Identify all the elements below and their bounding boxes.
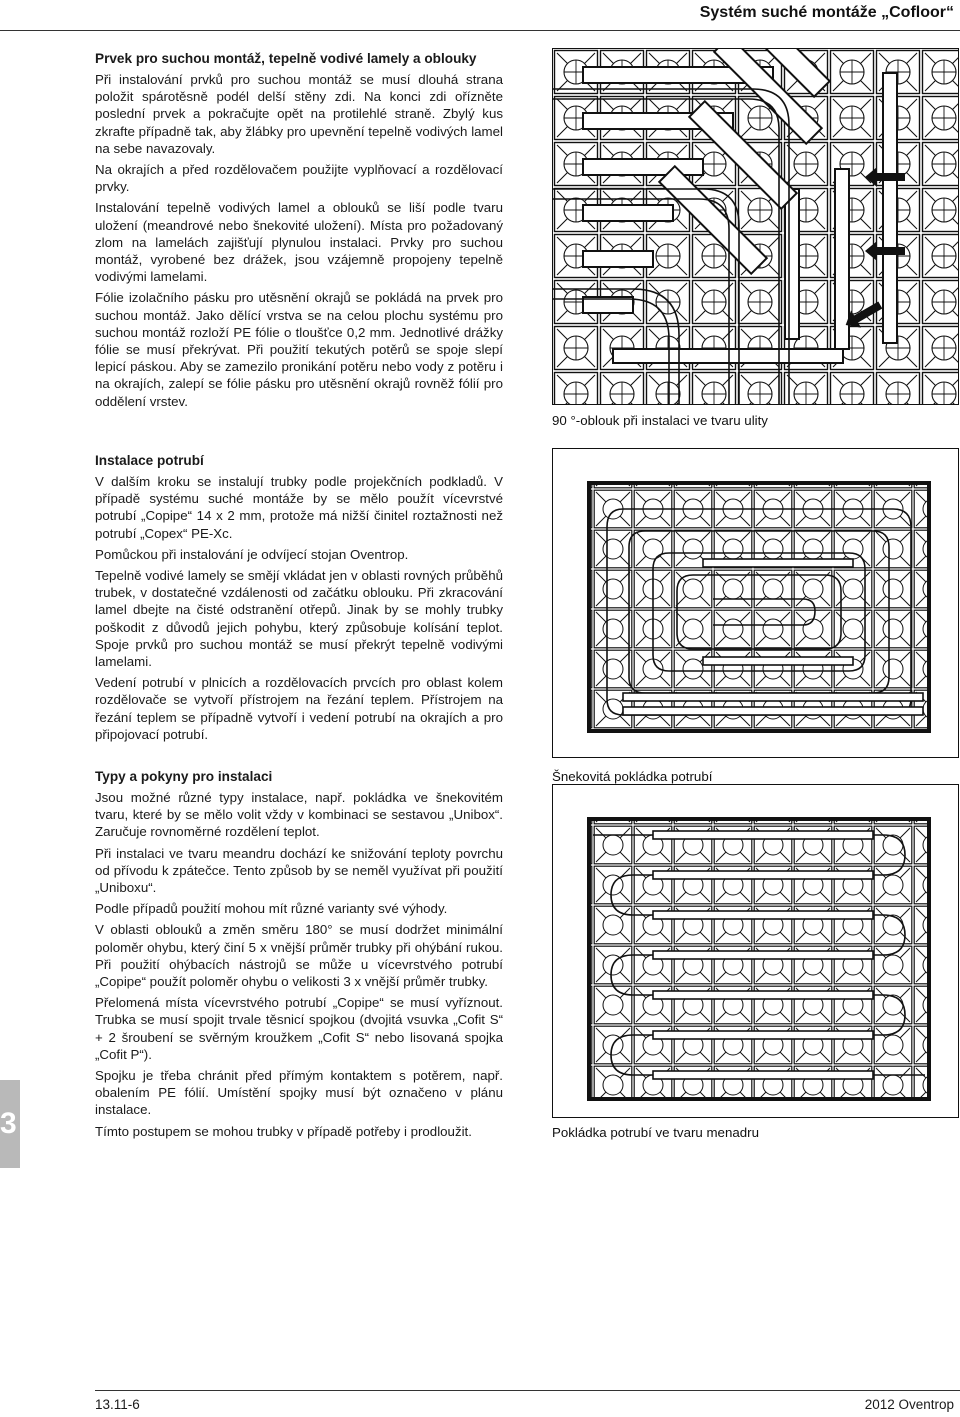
paragraph: Pomůckou při instalování je odvíjecí stojan Oventrop. (95, 546, 409, 562)
paragraph: Vedení potrubí v plnicích a rozdělovacích prvcích pro oblast kolem rozdělovače se vytvoří přístrojem na řezání teplem. Přístrojem na řezání teplem se případně vytvoří i vedení potrubí na okrajích a pro připojovací potrubí. (95, 675, 503, 742)
footer-divider (95, 1390, 960, 1391)
paragraph: Jsou možné různé typy instalace, např. pokládka ve šnekovitém tvaru, které by se mělo volit vždy v kombinaci se sestavou „Unibox“. Zaručuje rovnoměrné rozdělení teplot. (95, 790, 503, 840)
header-divider (0, 30, 960, 31)
figure-caption: Pokládka potrubí ve tvaru menadru (552, 1125, 759, 1140)
chapter-tab: 3 (0, 1080, 20, 1168)
paragraph: Fólie izolačního pásku pro utěsnění okrajů se pokládá na prvek pro suchou montáž. Jako dělící vrstva se na celou plochu systému pro suchou montáž rozloží PE fólie o tloušťce 0,2 mm. Jednotlivé drážky fólie se musí překrývat. Při použití tekutých potěrů se spoje slepí lepicí páskou. Aby se zamezilo pronikání potěru nebo vody z potěru i na okrajích, zalepí se fólie pásku pro utěsnění okrajů rovněž fólií pro oddělení vrstev. (95, 290, 503, 409)
page-header-title: Systém suché montáže „Cofloor“ (699, 4, 954, 21)
paragraph: Instalování tepelně vodivých lamel a oblouků se liší podle tvaru uložení (meandrové nebo šnekovité uložení). Místa pro požadovaný zlom na lamelách zajišťují plynulou instalaci. Prvky pro suchou montáž, vyrobené bez drážek, jsou vzájemně propojeny tepelně vodivými lamelami. (95, 200, 503, 285)
figure-caption: Šnekovitá pokládka potrubí (552, 769, 713, 784)
page-number: 13.11-6 (95, 1397, 140, 1412)
paragraph: Při instalování prvků pro suchou montáž se musí dlouhá strana položit spárotěsně podél delší stěny zdi. Na konci zdi ořízněte poslední prvek a pokračujte opět na protilehlé straně. Zbylý kus zkrafte případně tak, aby žlábky pro upevnění tepelně vodivých lamel na sebe navazovaly. (95, 72, 503, 156)
bend-diagram-svg (553, 49, 958, 404)
paragraph: Přelomená místa vícevrstvého potrubí „Copipe“ se musí vyříznout. Trubka se musí spojit trvale těsnicí spojkou (dvojitá vsuvka „Cofit S“ + 2 šroubení se svěrným kroužkem „Cofit S“ nebo lisovaná spojka „Cofit P“). (95, 995, 503, 1062)
paragraph: Tepelně vodivé lamely se smějí vkládat jen v oblasti rovných průběhů trubek, v dostatečné vzdálenosti od začátku oblouku. Při zkracování lamel dbejte na čisté odstranění otřepů. Jinak by se mohly trubky poškodit z důvodů jejich pohybu, který způsobuje kolísání teplot. Spoje prvků pro suchou montáž se musí překrýt tepelně vodivými lamelami. (95, 568, 503, 670)
section-heading: Typy a pokyny pro instalaci (95, 769, 273, 784)
section-dry-installation (95, 50, 503, 414)
section-heading: Instalace potrubí (95, 453, 204, 468)
paragraph: V dalším kroku se instalují trubky podle projekčních podkladů. V případě systému suché montáže by se mělo použít vícevrstvé potrubí „Copipe“ 14 x 2 mm, protože má nižší činitel roztažnosti než potrubí „Copex“ PE-Xc. (95, 474, 503, 541)
copyright: 2012 Oventrop (864, 1397, 954, 1412)
figure-caption: 90 °-oblouk při instalaci ve tvaru ulity (552, 413, 768, 428)
section-heading: Prvek pro suchou montáž, tepelně vodivé lamely a oblouky (95, 51, 477, 66)
section-installation-types (95, 768, 503, 1144)
section-pipe-installation (95, 452, 503, 747)
paragraph: Na okrajích a před rozdělovačem použijte vyplňovací a rozdělovací prvky. (95, 162, 503, 195)
paragraph: Spojku je třeba chránit před přímým kontaktem s potěrem, např. obalením PE fólií. Umístění spojky musí být označeno v plánu instalace. (95, 1068, 503, 1118)
meander-layout-svg (553, 785, 958, 1117)
paragraph: Podle případů použití mohou mít různé varianty své výhody. (95, 901, 448, 917)
figure-meander-layout (552, 784, 959, 1118)
snail-layout-svg (553, 449, 958, 757)
figure-90-bend-diagram (552, 48, 959, 405)
paragraph: Při instalaci ve tvaru meandru dochází ke snižování teploty povrchu od přívodu k zpátečce. Tento způsob by se neměl využívat při použití „Uniboxu“. (95, 845, 503, 896)
paragraph: V oblasti oblouků a změn směru 180° se musí dodržet minimální poloměr ohybu, který činí 5 x vnější průměr trubky při ohýbání rukou. Při použití ohýbacích nástrojů se může u vícevrstvého potrubí „Copipe“ použít poloměr ohybu o velikosti 3 x vnější průměr trubky. (95, 922, 503, 990)
figure-snail-layout (552, 448, 959, 758)
paragraph: Tímto postupem se mohou trubky v případě potřeby i prodloužit. (95, 1123, 472, 1139)
